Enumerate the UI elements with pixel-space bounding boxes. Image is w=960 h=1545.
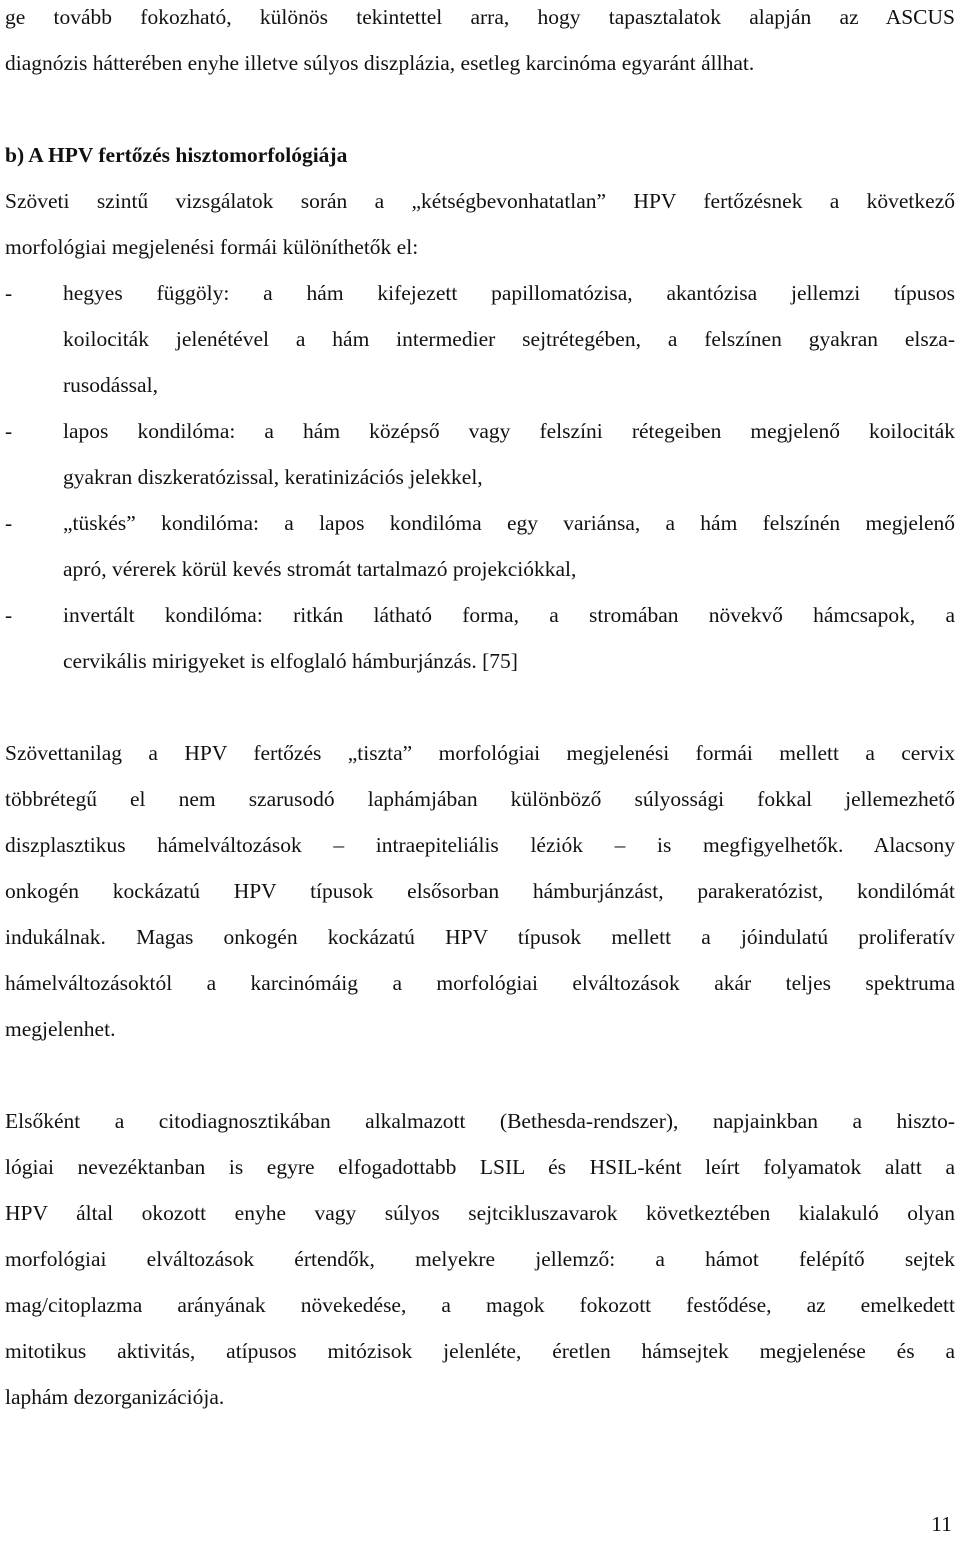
bullet-dash: - bbox=[5, 603, 13, 627]
spacer bbox=[5, 86, 955, 132]
spacer bbox=[5, 1052, 955, 1098]
section-heading: b) A HPV fertőzés hisztomorfológiája bbox=[5, 143, 348, 167]
bullet-first-line bbox=[5, 592, 955, 638]
bullet-dash: - bbox=[5, 419, 13, 443]
text-line: cervikális mirigyeket is elfoglaló hámburjánzás. [75] bbox=[63, 649, 518, 673]
bullet-dash: - bbox=[5, 281, 13, 305]
text-line: diszplasztikus hámelváltozások – intraepiteliális léziók – is megfigyelhetők. Alacsony bbox=[5, 833, 955, 857]
list-item bbox=[5, 500, 955, 592]
text-line: indukálnak. Magas onkogén kockázatú HPV típusok mellett a jóindulatú proliferatív bbox=[5, 925, 955, 949]
text-line: koilociták jelenétével a hám intermedier sejtrétegében, a felszínen gyakran elsza- bbox=[63, 327, 955, 351]
bullet-text: invertált kondilóma: ritkán látható forma, a stromában növekvő hámcsapok, a bbox=[63, 603, 955, 627]
text-line: Szöveti szintű vizsgálatok során a „kétségbevonhatatlan” HPV fertőzésnek a következő bbox=[5, 189, 955, 213]
bullet-text: lapos kondilóma: a hám középső vagy felszíni rétegeiben megjelenő koilociták bbox=[63, 419, 955, 443]
spacer bbox=[5, 684, 955, 730]
document-page bbox=[5, 0, 955, 1420]
intro-paragraph bbox=[5, 0, 955, 86]
text-line: HPV által okozott enyhe vagy súlyos sejtcikluszavarok következtében kialakuló olyan bbox=[5, 1201, 955, 1225]
text-line: gyakran diszkeratózissal, keratinizációs jelekkel, bbox=[63, 465, 483, 489]
text-line: apró, vérerek körül kevés stromát tartalmazó projekciókkal, bbox=[63, 557, 577, 581]
page-number: 11 bbox=[931, 1512, 952, 1536]
text-line: rusodással, bbox=[63, 373, 158, 397]
text-line: lógiai nevezéktanban is egyre elfogadottabb LSIL és HSIL-ként leírt folyamatok alatt a bbox=[5, 1155, 955, 1179]
text-line: morfológiai megjelenési formái különíthetők el: bbox=[5, 235, 419, 259]
text-line: diagnózis hátterében enyhe illetve súlyos diszplázia, esetleg karcinóma egyaránt állhat. bbox=[5, 51, 755, 75]
bullet-first-line bbox=[5, 408, 955, 454]
bullet-text: hegyes függöly: a hám kifejezett papillomatózisa, akantózisa jellemzi típusos bbox=[63, 281, 955, 305]
paragraph-histology bbox=[5, 730, 955, 1052]
bullet-dash: - bbox=[5, 511, 13, 535]
bullet-first-line bbox=[5, 270, 955, 316]
bullet-list bbox=[5, 270, 955, 684]
text-line: Szövettanilag a HPV fertőzés „tiszta” morfológiai megjelenési formái mellett a cervix bbox=[5, 741, 955, 765]
text-line: többrétegű el nem szarusodó laphámjában különböző súlyossági fokkal jellemezhető bbox=[5, 787, 955, 811]
paragraph-cytology bbox=[5, 1098, 955, 1420]
list-item bbox=[5, 408, 955, 500]
list-item bbox=[5, 592, 955, 684]
bullet-text: „tüskés” kondilóma: a lapos kondilóma egy variánsa, a hám felszínén megjelenő bbox=[63, 511, 955, 535]
text-line: mitotikus aktivitás, atípusos mitózisok jelenléte, éretlen hámsejtek megjelenése és a bbox=[5, 1339, 955, 1363]
text-line: ge tovább fokozható, különös tekintettel arra, hogy tapasztalatok alapján az ASCUS bbox=[5, 5, 955, 29]
text-line: mag/citoplazma arányának növekedése, a magok fokozott festődése, az emelkedett bbox=[5, 1293, 955, 1317]
text-line: hámelváltozásoktól a karcinómáig a morfológiai elváltozások akár teljes spektruma bbox=[5, 971, 955, 995]
bullet-first-line bbox=[5, 500, 955, 546]
text-line: morfológiai elváltozások értendők, melyekre jellemző: a hámot felépítő sejtek bbox=[5, 1247, 955, 1271]
text-line: megjelenhet. bbox=[5, 1017, 116, 1041]
text-line: Elsőként a citodiagnosztikában alkalmazott (Bethesda-rendszer), napjainkban a hiszto- bbox=[5, 1109, 955, 1133]
list-item bbox=[5, 270, 955, 408]
section-b bbox=[5, 132, 955, 684]
text-line: laphám dezorganizációja. bbox=[5, 1385, 225, 1409]
text-line: onkogén kockázatú HPV típusok elsősorban hámburjánzást, parakeratózist, kondilómát bbox=[5, 879, 955, 903]
